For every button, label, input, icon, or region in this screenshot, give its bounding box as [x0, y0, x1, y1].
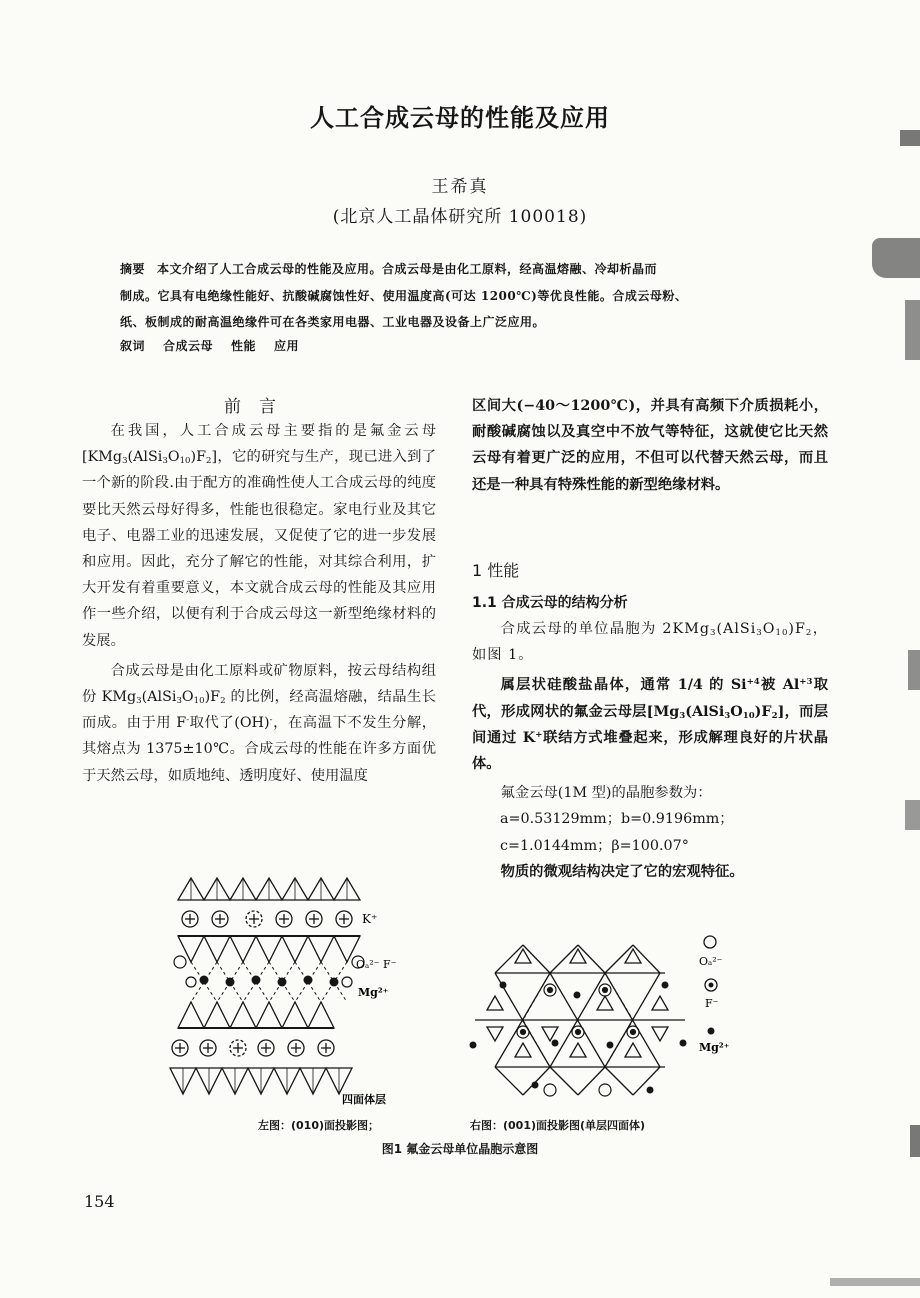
abstract-line-3: 纸、板制成的耐高温绝缘件可在各类家用电器、工业电器及设备上广泛应用。: [120, 315, 546, 329]
keyword: 应用: [274, 339, 300, 353]
lattice-params-ab: a=0.53129mm；b=0.9196mm；: [500, 811, 734, 828]
top-tetrahedra-row: [178, 878, 360, 900]
legend-mg-label: Mg²⁺: [699, 1041, 730, 1054]
affiliation: (北京人工晶体研究所 100018): [332, 207, 588, 227]
scan-artifact: [905, 300, 920, 360]
bottom-tetrahedra-row: [170, 1068, 352, 1094]
structure-paragraph-2: 属层状硅酸盐晶体，通常 1/4 的 $Si^{+4}$被 $Al^{+3}$取代，形成网状的氟金云母层$[Mg_3(AlSi_3O_{10})F_2]$，而层间通过 K+联结方式堆叠起来，形成解理良好的片状晶体。: [472, 677, 829, 773]
figure-caption-left: 左图：(010)面投影图；: [258, 1119, 380, 1132]
figure-caption-right: 右图：(001)面投影图(单层四面体): [470, 1119, 646, 1132]
figure-left-010-projection: [150, 870, 420, 1120]
legend-f-label: F⁻: [705, 997, 719, 1010]
potassium-row-bottom: [172, 1040, 334, 1056]
scan-artifact: [910, 1125, 920, 1157]
potassium-row-top: [182, 911, 352, 927]
structure-conclusion: 物质的微观结构决定了它的宏观特征。: [500, 863, 744, 880]
structure-paragraph-1: 合成云母的单位晶胞为 $2KMg_3(AlSi_3O_{10})F_2$，如图 1。: [472, 621, 828, 664]
upper-inverted-tetrahedra: [178, 936, 360, 962]
lattice-intro: 氟金云母(1M 型)的晶胞参数为：: [500, 785, 712, 802]
legend-mg-symbol: [708, 1028, 715, 1035]
mg-ions: [200, 976, 339, 987]
preface-paragraph-1: 在我国，人工合成云母主要指的是氟金云母$[KMg_3(AlSi_3O_{10})F_2]$，它的研究与生产，现已进入到了一个新的阶段.由于配方的准确性使人工合成云母的纯度要比天然云母好得多，性能也很稳定。家电行业及其它电子、电器工业的迅速发展，又促使了它的进一步发展和应用。因此，充分了解它的性能，对其综合利用，扩大开发有着重要意义，本文就合成云母的性能及其应用作一些介绍，以便有利于合成云母这一新型绝缘材料的发展。: [82, 423, 436, 649]
left-column: [82, 418, 436, 789]
right-column-section: [472, 616, 828, 885]
section-1-1-heading: 1.1 合成云母的结构分析: [472, 595, 628, 611]
scan-artifact: [908, 650, 920, 690]
preface-paragraph-3: 区间大(−40～1200℃)，并具有高频下介质损耗小，耐酸碱腐蚀以及真空中不放气等特征，这就使它比天然云母有着更广泛的应用，不但可以代替天然云母，而且还是一种具有特殊性能的新型绝缘材料。: [472, 398, 828, 493]
label-tetrahedral-layer: 四面体层: [342, 1093, 386, 1106]
keyword: 合成云母: [163, 339, 214, 353]
hexagonal-network: [475, 945, 685, 1095]
page-number: 154: [84, 1192, 115, 1211]
label-mg: Mg²⁺: [358, 986, 389, 999]
keywords-label: 叙词: [120, 339, 146, 353]
scan-artifact: [900, 130, 920, 146]
octahedral-links: [191, 962, 347, 1002]
abstract-line-1: 摘要 本文介绍了人工合成云母的性能及应用。合成云母是由化工原料，经高温熔融、冷却析晶而: [120, 262, 658, 276]
figure-title: 图1 氟金云母单位晶胞示意图: [381, 1142, 539, 1156]
scan-artifact: [905, 800, 920, 830]
abstract-line-2: 制成。它具有电绝缘性能好、抗酸碱腐蚀性好、使用温度高(可达 1200℃)等优良性能。合成云母粉、: [120, 289, 688, 303]
article-title: 人工合成云母的性能及应用: [310, 104, 610, 132]
label-oa-f: Oₐ²⁻ F⁻: [356, 958, 397, 971]
preface-paragraph-2: 合成云母是由化工原料或矿物原料，按云母结构组份 $KMg_3(AlSi_3O_{10})F_2$ 的比例，经高温熔融，结晶生长而成。由于用 F-取代了(OH)-，在高温下不发生分解，其熔点为 1375±10℃。合成云母的性能在许多方面优于天然云母，如质地纯、透明度好、使用温度: [82, 662, 436, 784]
legend-oa-label: Oₐ²⁻: [699, 955, 723, 968]
label-k: K⁺: [362, 912, 378, 926]
author: 王希真: [431, 177, 489, 197]
legend-oa-symbol: [704, 936, 716, 948]
section-1-heading: 1 性能: [472, 561, 520, 580]
right-column-top: [472, 393, 828, 498]
abstract-label: 摘要: [120, 262, 146, 276]
lattice-params-c: c=1.0144mm；β=100.07°: [500, 837, 689, 854]
keywords: [120, 337, 820, 355]
lower-tetrahedra: [178, 1002, 334, 1028]
scan-artifact: [830, 1278, 920, 1286]
preface-heading: 前言: [224, 397, 294, 417]
keyword: 性能: [231, 339, 257, 353]
figure-right-001-projection: [455, 935, 775, 1115]
scan-artifact: [872, 238, 920, 278]
